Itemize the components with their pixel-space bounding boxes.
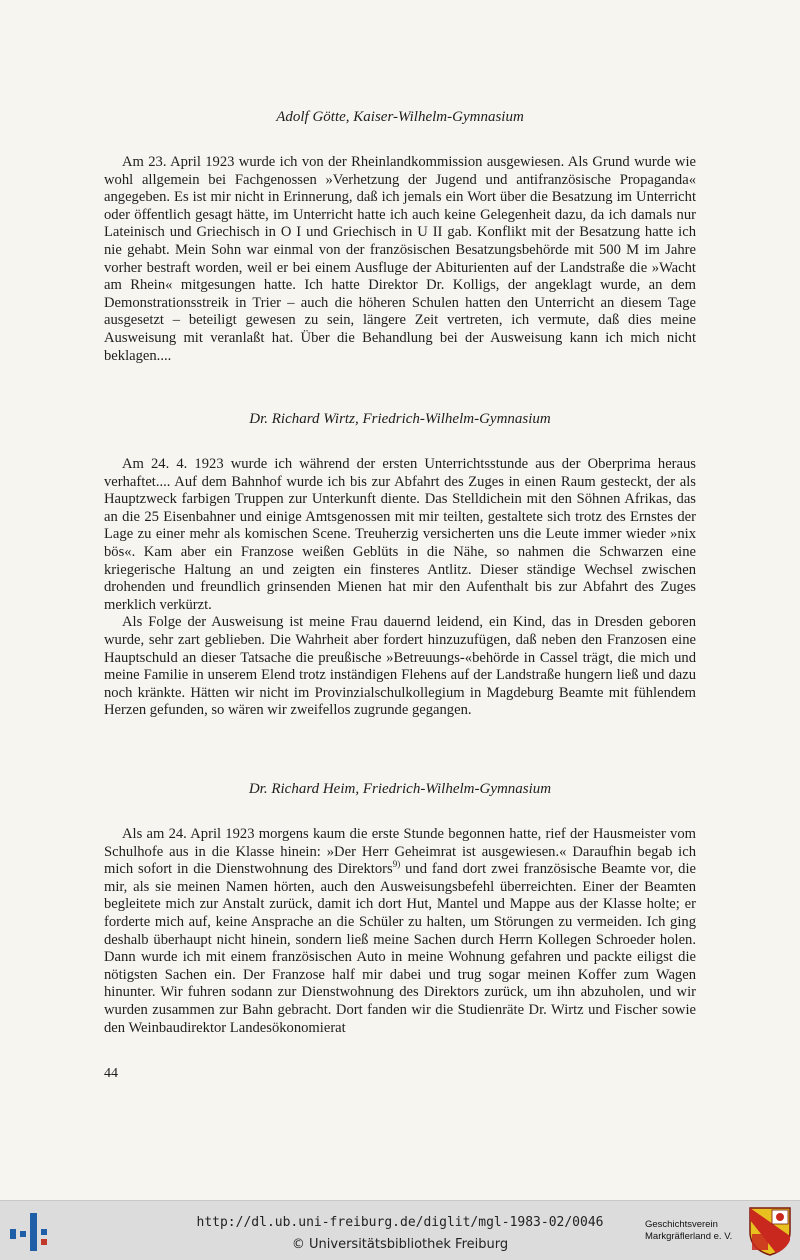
paragraph-text-end: und fand dort zwei französische Beamte vor, die mir, als sie meinen Namen hörten, auch den Ausweisungsbefehl überreichten. Einer der Beamten begleitete mich zur Anstalt zurück, damit ich dort Hut, Mantel und Mappe aus der Klasse holte; er forderte mich auf, keine Ansprache an die Schüler zu halten, um Störungen zu vermeiden. Ich ging deshalb überhaupt nicht hinein, sondern ließ meine Sachen durch Herrn Kollegen Schroeder holen. Dann wurde ich mit einem französischen Auto in meine Wohnung gefahren und packte eiligst die nötigsten Sachen ein. Der Franzose half mir dabei und trug sogar meinen Koffer zum Wagen hinunter. Wir fuhren sodann zur Dienstwohnung des Direktors zurück, um ihn abzuholen, und wir wurden zusammen zur Bahn gebracht. Dort fanden wir die Studienräte Dr. Wirtz und Fischer sowie den Weinbaudirektor Landesökonomierat (104, 861, 696, 1036)
paragraph (104, 826, 696, 1037)
page-number: 44 (104, 1066, 118, 1081)
society-name-line1: Geschichtsverein (645, 1219, 718, 1230)
section-heim (104, 780, 696, 1037)
coat-of-arms-icon (748, 1206, 792, 1256)
section-heading: Adolf Götte, Kaiser-Wilhelm-Gymnasium (276, 109, 524, 125)
section-wirtz (104, 410, 696, 720)
paragraph: Am 24. 4. 1923 wurde ich während der ersten Unterrichtsstunde aus der Oberprima heraus verhaftet.... Auf dem Bahnhof wurde ich bis zur Abfahrt des Zuges in einen Raum gesteckt, der als Hauptzweck farbigen Truppen zur Unterkunft diente. Das Stelldichein mit den Söhnen Afrikas, das an die 25 Eisenbahner und einige Amtsgenossen mit mir teilten, gestaltete sich trotz des Ernstes der Lage zu einer mehr als komischen Scene. Treuherzig versicherten uns die Leute immer wieder »nix bös«. Kam aber ein Franzose weißen Geblüts in die Nähe, so nahmen die Schwarzen eine kriegerische Haltung an und zeigten ein finsteres Antlitz. Dieser ständige Wechsel zwischen drohenden und freundlich grinsenden Mienen hat mir den Aufenthalt bis zur Abfahrt des Zuges merklich verkürzt. (104, 456, 696, 613)
viewer-footer (0, 1200, 800, 1260)
society-name (645, 1219, 745, 1243)
document-url[interactable]: http://dl.ub.uni-freiburg.de/diglit/mgl-1983-02/0046 (196, 1215, 604, 1230)
paragraph: Als Folge der Ausweisung ist meine Frau dauernd leidend, ein Kind, das in Dresden geboren wurde, sehr zart geblieben. Die Wahrheit aber fordert hinzuzufügen, daß neben den Franzosen eine Hauptschuld an dieser Tatsache die preußische »Betreuungs-«behörde in Cassel trägt, die mich und meine Familie in unserem Elend trotz inständigen Flehens auf der Landstraße hungern ließ und dazu noch kränkte. Hätten wir nicht im Provinzialschulkollegium in Magdeburg Beamte mit fühlendem Herzen gefunden, so wären wir zweifellos zugrunde gegangen. (104, 614, 696, 719)
copyright-notice: © Universitätsbibliothek Freiburg (291, 1237, 509, 1252)
section-heading: Dr. Richard Heim, Friedrich-Wilhelm-Gymnasium (248, 781, 552, 797)
section-goette (104, 108, 696, 365)
section-heading: Dr. Richard Wirtz, Friedrich-Wilhelm-Gymnasium (249, 411, 551, 427)
paragraph-text-start: Als am 24. April 1923 morgens kaum die erste Stunde begonnen hatte, rief der Hausmeister vom Schulhofe aus in die Klasse hinein: »Der Herr Geheimrat ist ausgewiesen.« Daraufhin begab ich mich sofort in die Dienstwohnung des Direktors (104, 826, 696, 878)
paragraph: Am 23. April 1923 wurde ich von der Rheinlandkommission ausgewiesen. Als Grund wurde wie wohl allgemein bei Fachgenossen »Verhetzung der Jugend und antifranzösische Propaganda« angegeben. Es ist mir nicht in Erinnerung, daß ich jemals ein Wort über die Besatzung im Unterricht oder öffentlich gesagt hätte, im Unterricht hatte ich auch keine Gelegenheit dazu, da ich damals nur Lateinisch und Griechisch in O I und Griechisch in U II gab. Konflikt mit der Besatzung hatte ich nie gehabt. Mein Sohn war einmal von der französischen Besatzungsbehörde mit 500 M im Jahre vorher bestraft worden, weil er bei einem Ausfluge der Abiturienten auf der Landstraße die »Wacht am Rhein« mitgesungen hatte. Ich hatte Direktor Dr. Kolligs, der angeklagt wurde, an dem Demonstrationsstreik in Trier – auch die höheren Schulen hatten den Unterricht an diesem Tage ausgesetzt – beteiligt gewesen zu sein, längere Zeit vertreten, ich vermute, daß dies meine Ausweisung mit veranlaßt hat. Über die Behandlung bei der Ausweisung kann ich mich nicht beklagen.... (104, 154, 696, 364)
society-name-line2: Markgräflerland e. V. (645, 1231, 733, 1242)
footnote-reference[interactable]: 9) (392, 859, 401, 870)
